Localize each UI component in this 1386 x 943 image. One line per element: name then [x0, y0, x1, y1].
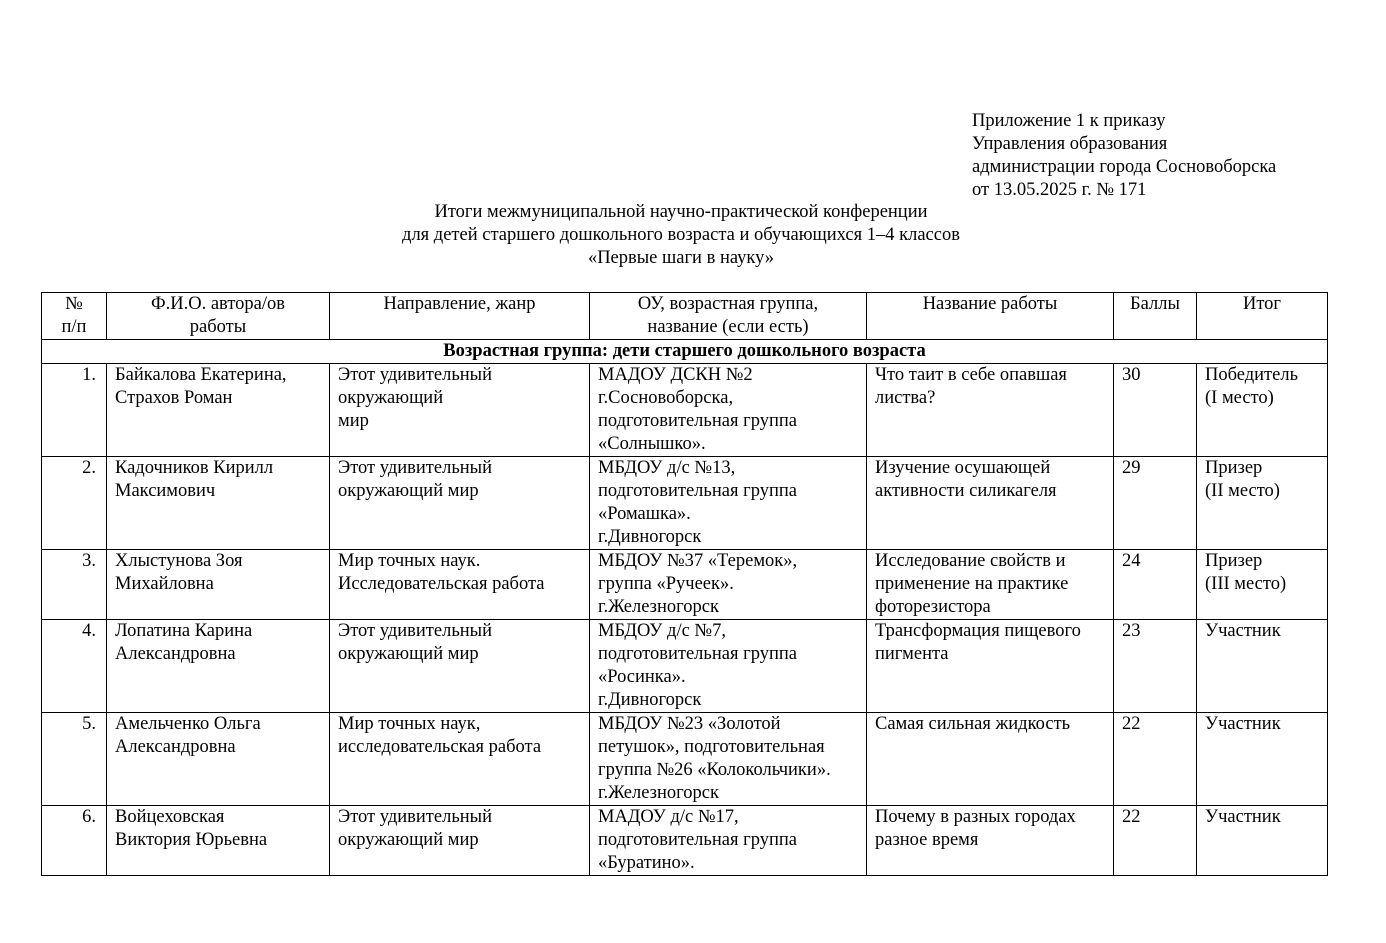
author-cell-line: Михайловна — [115, 574, 214, 594]
result-cell-line: Участник — [1205, 714, 1281, 734]
school-cell-line: МБДОУ №23 «Золотой — [598, 714, 781, 734]
school-cell-line: г.Железногорск — [598, 597, 719, 617]
author-cell-line: Кадочников Кирилл — [115, 458, 274, 478]
table-body — [42, 340, 1328, 876]
author-cell — [107, 620, 330, 713]
author-cell-line: Лопатина Карина — [115, 621, 253, 641]
school-cell-line: «Ромашка». — [598, 504, 691, 524]
school-cell-line: «Солнышко». — [598, 434, 706, 454]
header-score: Баллы — [1114, 293, 1197, 340]
school-cell-line: МБДОУ д/с №7, — [598, 621, 726, 641]
school-cell-line: подготовительная группа — [598, 481, 797, 501]
author-cell — [107, 806, 330, 876]
appendix-block — [972, 110, 1276, 202]
work-title-cell-line: листва? — [875, 388, 936, 408]
genre-cell-line: Этот удивительный — [338, 621, 492, 641]
result-cell-line: Победитель — [1205, 365, 1299, 385]
row-number: 4. — [42, 620, 107, 713]
table-row — [42, 550, 1328, 620]
author-cell-line: Страхов Роман — [115, 388, 233, 408]
school-cell — [590, 713, 867, 806]
work-title-cell — [867, 550, 1114, 620]
school-cell-line: г.Железногорск — [598, 783, 719, 803]
result-cell — [1197, 550, 1328, 620]
header-author: Ф.И.О. автора/ов работы — [107, 293, 330, 340]
table-row — [42, 806, 1328, 876]
result-cell-line: (II место) — [1205, 481, 1280, 501]
author-cell-line: Амельченко Ольга — [115, 714, 261, 734]
school-cell-line: группа №26 «Колокольчики». — [598, 760, 831, 780]
genre-cell-line: Этот удивительный — [338, 365, 492, 385]
school-cell-line: подготовительная группа — [598, 411, 797, 431]
genre-cell — [330, 620, 590, 713]
school-cell-line: группа «Ручеек». — [598, 574, 734, 594]
document-title — [0, 201, 1362, 270]
result-cell — [1197, 457, 1328, 550]
result-cell-line: Призер — [1205, 458, 1263, 478]
school-cell — [590, 806, 867, 876]
result-cell — [1197, 620, 1328, 713]
school-cell-line: МАДОУ д/с №17, — [598, 807, 739, 827]
genre-cell-line: окружающий мир — [338, 481, 479, 501]
work-title-cell-line: фоторезистора — [875, 597, 991, 617]
author-cell-line: Хлыстунова Зоя — [115, 551, 243, 571]
row-number: 2. — [42, 457, 107, 550]
table-header-row — [42, 293, 1328, 340]
work-title-cell — [867, 713, 1114, 806]
score-cell: 30 — [1114, 364, 1197, 457]
author-cell — [107, 364, 330, 457]
title-line: «Первые шаги в науку» — [587, 248, 775, 268]
genre-cell-line: Этот удивительный — [338, 807, 492, 827]
genre-cell-line: окружающий мир — [338, 830, 479, 850]
genre-cell-line: окружающий мир — [338, 644, 479, 664]
score-cell: 29 — [1114, 457, 1197, 550]
header-result: Итог — [1197, 293, 1328, 340]
genre-cell-line: окружающий — [338, 388, 444, 408]
school-cell-line: г.Дивногорск — [598, 527, 702, 547]
work-title-cell — [867, 364, 1114, 457]
work-title-cell-line: применение на практике — [875, 574, 1069, 594]
score-cell: 24 — [1114, 550, 1197, 620]
work-title-cell-line: Почему в разных городах — [875, 807, 1076, 827]
author-cell-line: Максимович — [115, 481, 216, 501]
work-title-cell — [867, 457, 1114, 550]
school-cell — [590, 620, 867, 713]
appendix-line: Управления образования — [972, 134, 1168, 154]
work-title-cell-line: Трансформация пищевого — [875, 621, 1081, 641]
school-cell-line: г.Сосновоборска, — [598, 388, 734, 408]
row-number: 3. — [42, 550, 107, 620]
header-genre: Направление, жанр — [330, 293, 590, 340]
genre-cell — [330, 806, 590, 876]
school-cell-line: «Буратино». — [598, 853, 695, 873]
result-cell — [1197, 806, 1328, 876]
genre-cell-line: Исследовательская работа — [338, 574, 545, 594]
genre-cell-line: Этот удивительный — [338, 458, 492, 478]
school-cell-line: МБДОУ №37 «Теремок», — [598, 551, 798, 571]
header-number: № п/п — [42, 293, 107, 340]
appendix-line: Приложение 1 к приказу — [972, 111, 1166, 131]
title-line: для детей старшего дошкольного возраста и обучающихся 1–4 классов — [402, 225, 960, 245]
genre-cell — [330, 364, 590, 457]
title-line: Итоги межмуниципальной научно-практической конференции — [434, 202, 928, 222]
genre-cell — [330, 550, 590, 620]
work-title-cell-line: пигмента — [875, 644, 949, 664]
row-number: 1. — [42, 364, 107, 457]
genre-cell — [330, 457, 590, 550]
header-school: ОУ, возрастная группа, название (если есть) — [590, 293, 867, 340]
results-table — [41, 292, 1328, 876]
table-row — [42, 620, 1328, 713]
school-cell — [590, 457, 867, 550]
table-row — [42, 457, 1328, 550]
work-title-cell-line: Что таит в себе опавшая — [875, 365, 1067, 385]
result-cell-line: Участник — [1205, 807, 1281, 827]
school-cell-line: г.Дивногорск — [598, 690, 702, 710]
genre-cell-line: Мир точных наук. — [338, 551, 481, 571]
work-title-cell-line: Изучение осушающей — [875, 458, 1051, 478]
genre-cell — [330, 713, 590, 806]
result-cell — [1197, 713, 1328, 806]
work-title-cell — [867, 620, 1114, 713]
appendix-line: от 13.05.2025 г. № 171 — [972, 180, 1147, 200]
author-cell-line: Войцеховская — [115, 807, 225, 827]
row-number: 6. — [42, 806, 107, 876]
author-cell-line: Байкалова Екатерина, — [115, 365, 287, 385]
author-cell — [107, 550, 330, 620]
table-row — [42, 713, 1328, 806]
genre-cell-line: Мир точных наук, — [338, 714, 481, 734]
result-cell-line: Призер — [1205, 551, 1263, 571]
genre-cell-line: мир — [338, 411, 369, 431]
age-group-row — [42, 340, 1328, 364]
school-cell-line: МАДОУ ДСКН №2 — [598, 365, 753, 385]
result-cell-line: (III место) — [1205, 574, 1287, 594]
age-group-label: Возрастная группа: дети старшего дошкольного возраста — [42, 340, 1328, 364]
school-cell — [590, 364, 867, 457]
result-cell-line: (I место) — [1205, 388, 1274, 408]
row-number: 5. — [42, 713, 107, 806]
score-cell: 22 — [1114, 713, 1197, 806]
school-cell-line: МБДОУ д/с №13, — [598, 458, 736, 478]
school-cell-line: подготовительная группа — [598, 644, 797, 664]
appendix-line: администрации города Сосновоборска — [972, 157, 1277, 177]
author-cell-line: Александровна — [115, 644, 236, 664]
work-title-cell-line: Исследование свойств и — [875, 551, 1066, 571]
school-cell — [590, 550, 867, 620]
school-cell-line: «Росинка». — [598, 667, 686, 687]
author-cell — [107, 457, 330, 550]
author-cell-line: Александровна — [115, 737, 236, 757]
table-row — [42, 364, 1328, 457]
header-work-title: Название работы — [867, 293, 1114, 340]
author-cell-line: Виктория Юрьевна — [115, 830, 268, 850]
work-title-cell — [867, 806, 1114, 876]
genre-cell-line: исследовательская работа — [338, 737, 542, 757]
result-cell — [1197, 364, 1328, 457]
score-cell: 23 — [1114, 620, 1197, 713]
work-title-cell-line: разное время — [875, 830, 979, 850]
school-cell-line: подготовительная группа — [598, 830, 797, 850]
work-title-cell-line: активности силикагеля — [875, 481, 1057, 501]
score-cell: 22 — [1114, 806, 1197, 876]
work-title-cell-line: Самая сильная жидкость — [875, 714, 1071, 734]
result-cell-line: Участник — [1205, 621, 1281, 641]
school-cell-line: петушок», подготовительная — [598, 737, 825, 757]
author-cell — [107, 713, 330, 806]
